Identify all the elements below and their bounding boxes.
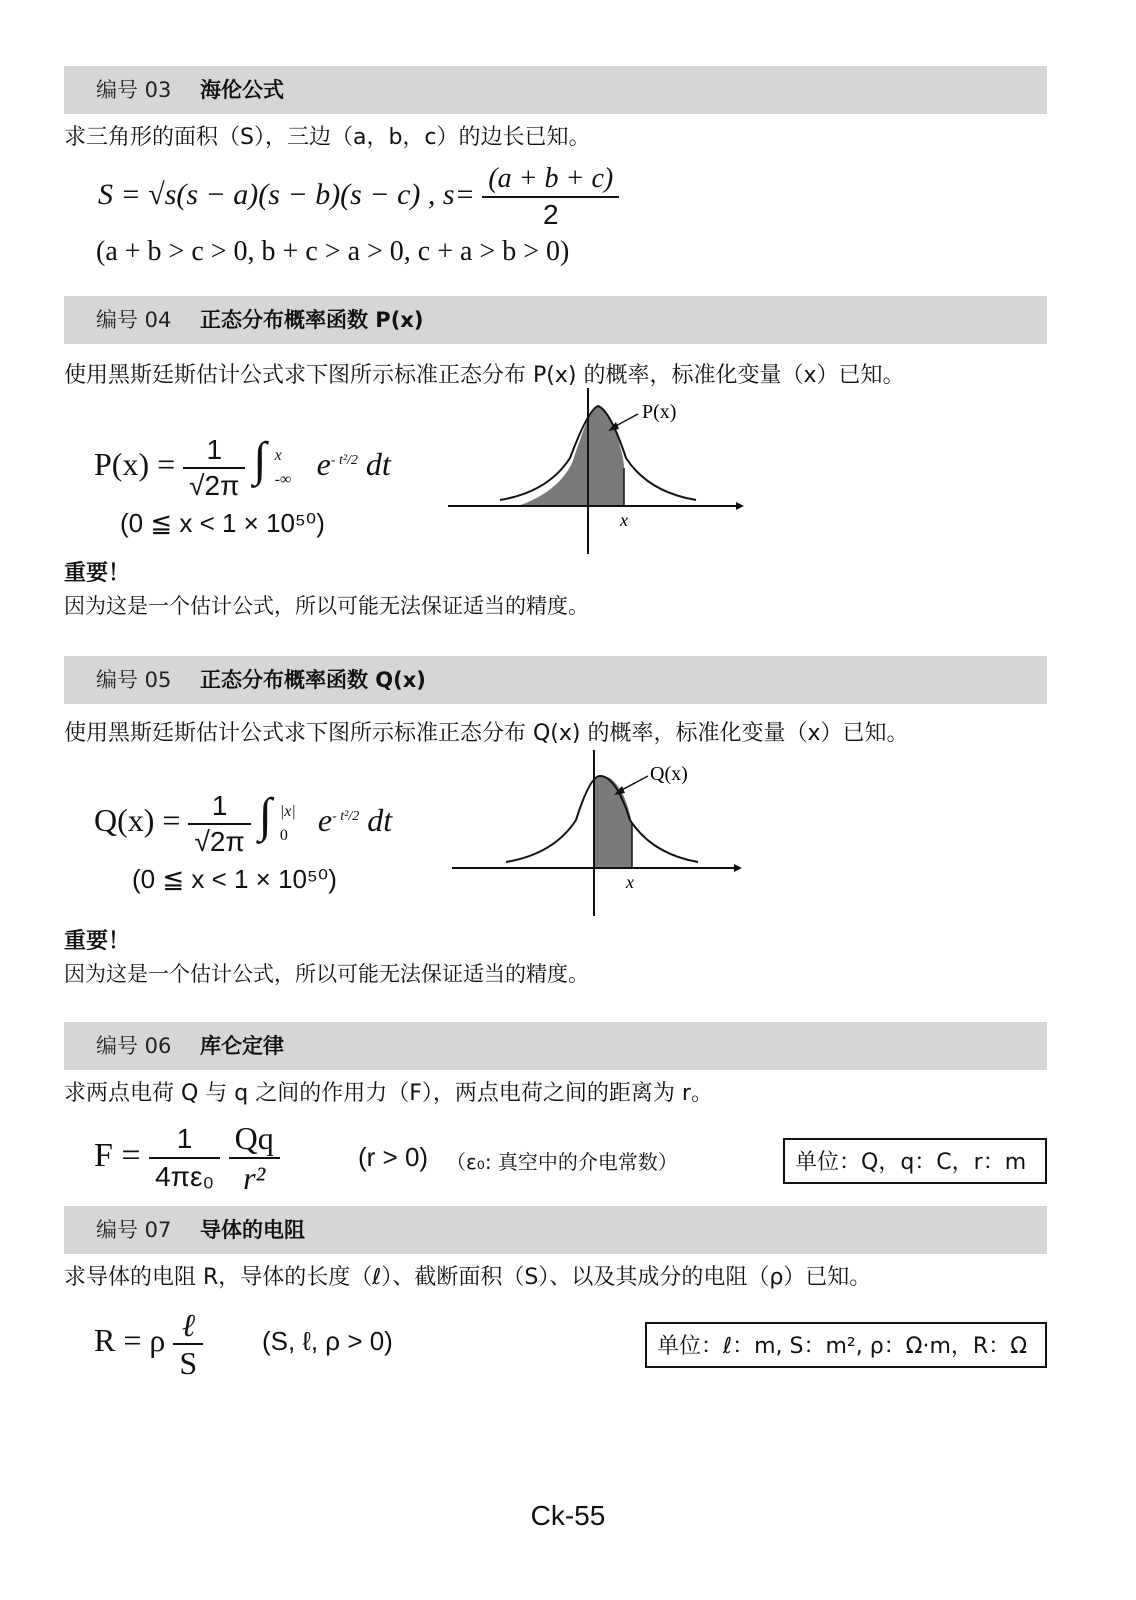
section-header-05	[64, 656, 1047, 704]
integral-lower-limit: 0	[279, 826, 288, 844]
important-heading: 重要！	[64, 561, 131, 586]
x-axis-label: x	[620, 510, 628, 530]
p-formula	[94, 420, 391, 512]
graph-label: Q(x)	[650, 763, 688, 785]
formula-lhs: R = ρ	[94, 1322, 166, 1358]
q-formula	[94, 776, 392, 868]
important-note: 因为这是一个估计公式，所以可能无法保证适当的精度。	[64, 962, 589, 986]
resistance-condition: (S, ℓ, ρ > 0)	[262, 1326, 393, 1356]
integral-upper-limit: x	[274, 446, 282, 464]
section-header-07	[64, 1206, 1047, 1254]
coulomb-note: （ε₀: 真空中的介电常数）	[446, 1150, 678, 1174]
section-number: 编号 03	[96, 78, 172, 102]
x-axis-label: x	[626, 872, 634, 892]
graph-label: P(x)	[642, 401, 677, 423]
fraction-denominator: √2π	[183, 467, 245, 503]
section-header-04	[64, 296, 1047, 344]
formula-lhs: Q(x) =	[94, 802, 181, 838]
section-description: 求两点电荷 Q 与 q 之间的作用力（F），两点电荷之间的距离为 r。	[64, 1081, 713, 1106]
fraction-numerator: 1	[176, 1123, 193, 1155]
shaded-area	[594, 777, 632, 868]
differential: dt	[365, 446, 391, 482]
axis-arrow	[736, 502, 744, 510]
section-description: 使用黑斯廷斯估计公式求下图所示标准正态分布 P(x) 的概率，标准化变量（x）已知。	[64, 363, 905, 388]
section-header-03	[64, 66, 1047, 114]
unit-box: 单位：ℓ：m, S：m², ρ：Ω·m，R：Ω	[645, 1322, 1047, 1368]
section-title: 正态分布概率函数 Q(x)	[200, 668, 426, 692]
section-number: 编号 05	[96, 668, 172, 692]
normal-distribution-graph-q	[452, 750, 752, 920]
fraction-numerator: (a + b + c)	[488, 163, 614, 195]
section-description: 求导体的电阻 R，导体的长度（ℓ）、截断面积（S）、以及其成分的电阻（ρ）已知。	[64, 1265, 872, 1290]
fraction-numerator: ℓ	[181, 1306, 195, 1343]
section-title: 正态分布概率函数 P(x)	[200, 308, 424, 332]
formula-left: S = √s(s − a)(s − b)(s − c) , s=	[98, 178, 475, 211]
fraction-numerator: 1	[206, 433, 223, 465]
section-description: 求三角形的面积（S），三边（a，b，c）的边长已知。	[64, 125, 591, 150]
coulomb-formula	[94, 1116, 280, 1197]
integral-upper-limit: |x|	[279, 802, 296, 820]
integral-sign: ∫	[253, 433, 267, 486]
fraction-denominator: 2	[482, 196, 619, 232]
axis-arrow	[734, 864, 742, 872]
fraction-numerator: Qq	[234, 1120, 274, 1157]
formula-lhs: P(x) =	[94, 446, 176, 482]
section-header-06	[64, 1022, 1047, 1070]
section-title: 海伦公式	[200, 78, 284, 102]
fraction-denominator: √2π	[188, 823, 250, 859]
page-number: Ck-55	[530, 1500, 606, 1531]
unit-box: 单位：Q，q：C，r：m	[783, 1138, 1047, 1184]
integrand: e	[316, 446, 331, 482]
fraction-denominator: r²	[229, 1157, 280, 1197]
heron-formula	[98, 160, 619, 232]
p-condition: (0 ≦ x < 1 × 10⁵⁰)	[120, 508, 325, 538]
differential: dt	[367, 802, 393, 838]
heron-condition: (a + b > c > 0, b + c > a > 0, c + a > b > 0)	[96, 236, 570, 267]
fraction-numerator: 1	[211, 789, 228, 821]
section-number: 编号 04	[96, 308, 172, 332]
integral-lower-limit: -∞	[274, 470, 292, 488]
normal-distribution-graph-p	[448, 388, 748, 558]
section-number: 编号 07	[96, 1218, 172, 1242]
resistance-formula	[94, 1300, 203, 1381]
formula-lhs: F =	[94, 1137, 141, 1174]
fraction-denominator: 4πε₀	[149, 1157, 220, 1195]
integrand: e	[317, 802, 333, 838]
section-title: 库仑定律	[200, 1034, 284, 1058]
exponent: - t²/2	[332, 809, 360, 824]
section-description: 使用黑斯廷斯估计公式求下图所示标准正态分布 Q(x) 的概率，标准化变量（x）已知。	[64, 721, 909, 746]
section-title: 导体的电阻	[200, 1218, 305, 1242]
integral-sign: ∫	[258, 789, 272, 842]
coulomb-condition: (r > 0)	[358, 1142, 429, 1172]
important-note: 因为这是一个估计公式，所以可能无法保证适当的精度。	[64, 594, 589, 618]
q-condition: (0 ≦ x < 1 × 10⁵⁰)	[132, 864, 337, 894]
important-heading: 重要！	[64, 929, 131, 954]
fraction-denominator: S	[173, 1343, 203, 1381]
exponent: - t²/2	[330, 453, 358, 468]
section-number: 编号 06	[96, 1034, 172, 1058]
